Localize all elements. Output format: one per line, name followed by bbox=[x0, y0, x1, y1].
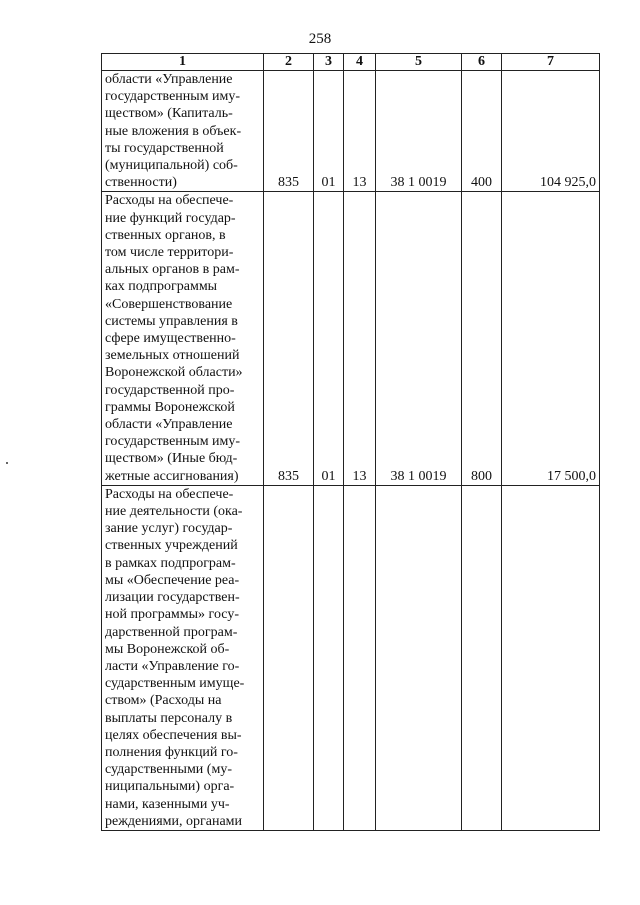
budget-table bbox=[101, 53, 600, 831]
column-header: 6 bbox=[462, 54, 502, 71]
expense-type-code: 800 bbox=[462, 192, 502, 485]
row-description: Расходы на обеспече- ние функций государ- ственных органов, в том числе территори- альных органов в рам- ках подпрограммы «Совершенствование системы управления в сфере имущественно- земельных отношений Воронежской области» государственной про- граммы Воронежской области «Управление государственным иму- ществом» (Иные бюд- жетные ассигнования) bbox=[102, 192, 264, 485]
page-number: 258 bbox=[308, 31, 332, 47]
column-header: 7 bbox=[502, 54, 600, 71]
expense-type-code: 400 bbox=[462, 71, 502, 192]
subsection-code: 13 bbox=[344, 71, 376, 192]
ministry-code: 835 bbox=[264, 192, 314, 485]
subsection-code: 13 bbox=[344, 192, 376, 485]
row-description: области «Управление государственным иму- ществом» (Капиталь- ные вложения в объек- ты государственной (муниципальной) соб- ственности) bbox=[102, 71, 264, 192]
column-header: 5 bbox=[376, 54, 462, 71]
target-article-code: 38 1 0019 bbox=[376, 192, 462, 485]
section-code: 01 bbox=[314, 71, 344, 192]
row-description: Расходы на обеспече- ние деятельности (ока- зание услуг) государ- ственных учреждений в рамках подпрограм- мы «Обеспечение реа- лизации государствен- ной программы» госу- дарственной програм- мы Воронежской об- ласти «Управление го- сударственным имуще- ством» (Расходы на выплаты персоналу в целях обеспечения вы- полнения функций го- сударственными (му- ниципальными) орга- нами, казенными уч- реждениями, органами bbox=[102, 485, 264, 830]
target-article-code: 38 1 0019 bbox=[376, 71, 462, 192]
column-header: 3 bbox=[314, 54, 344, 71]
scan-speck bbox=[6, 462, 8, 464]
table-header-row bbox=[102, 54, 600, 71]
table-row bbox=[102, 485, 600, 830]
column-header: 4 bbox=[344, 54, 376, 71]
amount: 104 925,0 bbox=[502, 71, 600, 192]
amount bbox=[502, 485, 600, 830]
section-code: 01 bbox=[314, 192, 344, 485]
column-header: 2 bbox=[264, 54, 314, 71]
subsection-code bbox=[344, 485, 376, 830]
table-row bbox=[102, 71, 600, 192]
ministry-code bbox=[264, 485, 314, 830]
target-article-code bbox=[376, 485, 462, 830]
table-row bbox=[102, 192, 600, 485]
amount: 17 500,0 bbox=[502, 192, 600, 485]
column-header: 1 bbox=[102, 54, 264, 71]
expense-type-code bbox=[462, 485, 502, 830]
ministry-code: 835 bbox=[264, 71, 314, 192]
section-code bbox=[314, 485, 344, 830]
